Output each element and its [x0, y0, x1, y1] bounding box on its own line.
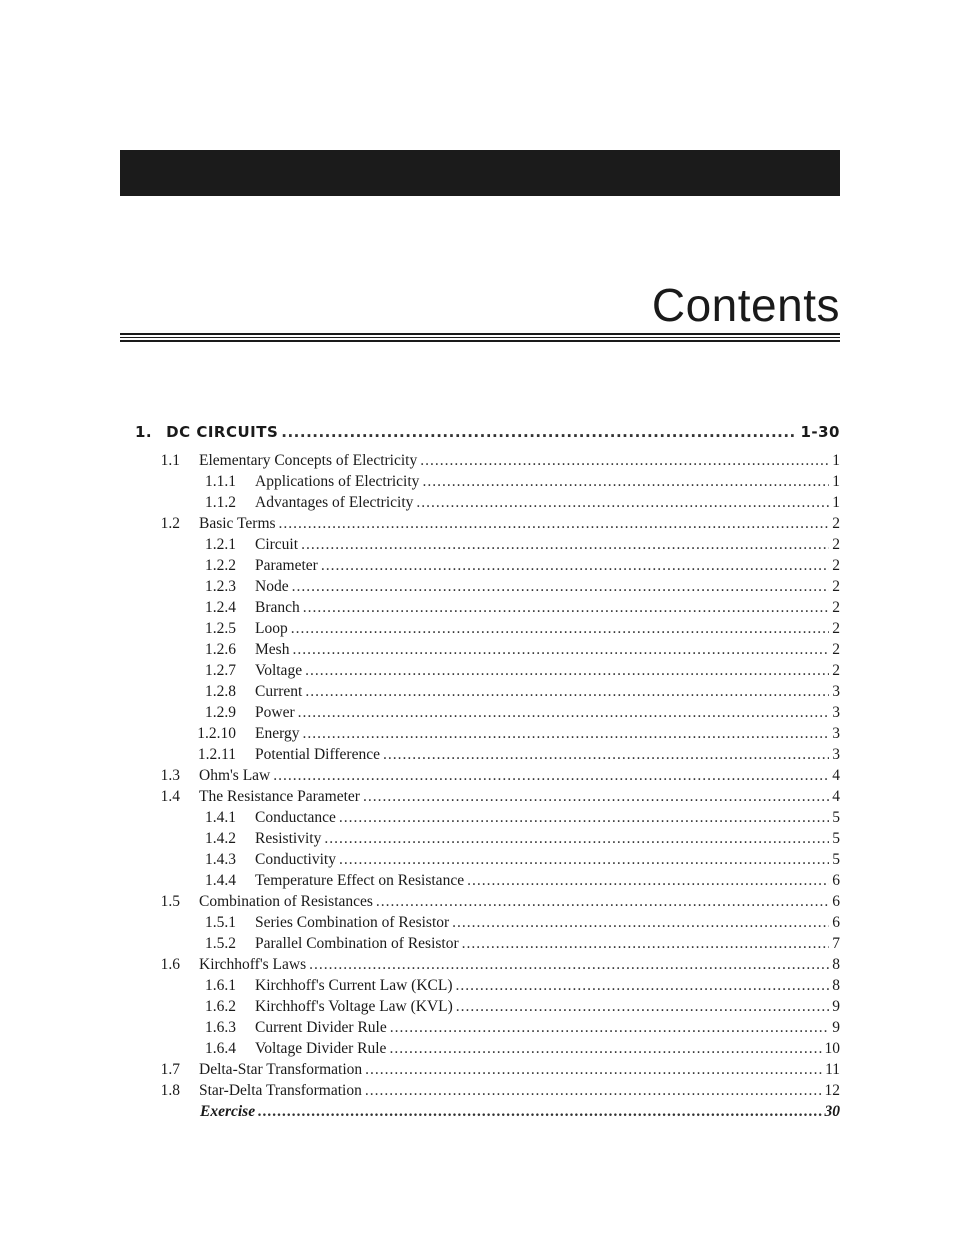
entry-page: 1 [832, 452, 840, 469]
entry-title: Loop [255, 620, 288, 637]
leader-dots [292, 577, 830, 597]
entry-page: 4 [832, 788, 840, 805]
toc-entry[interactable] [205, 934, 840, 954]
leader-dots [309, 955, 829, 975]
toc-entry[interactable] [160, 892, 840, 912]
entry-page: 6 [832, 872, 840, 889]
leader-dots [305, 682, 829, 702]
chapter-heading[interactable] [135, 422, 840, 442]
entry-title: Mesh [255, 641, 290, 658]
exercise-entry[interactable] [200, 1102, 840, 1122]
entry-number: 1.8 [160, 1082, 180, 1099]
entry-number: 1.1 [160, 452, 180, 469]
leader-dots [416, 493, 829, 513]
entry-number: 1.2.7 [205, 662, 236, 679]
toc-entry[interactable] [205, 1039, 840, 1059]
leader-dots [324, 829, 829, 849]
toc-entry[interactable] [205, 1018, 840, 1038]
entry-title: Kirchhoff's Current Law (KCL) [255, 977, 453, 994]
toc-entry[interactable] [205, 661, 840, 681]
entry-title: Conductance [255, 809, 336, 826]
entry-title: Combination of Resistances [199, 893, 373, 910]
leader-dots [339, 808, 829, 828]
entry-page: 2 [832, 536, 840, 553]
page-title: Contents [651, 279, 840, 331]
leader-dots [303, 598, 829, 618]
entry-title: The Resistance Parameter [199, 788, 360, 805]
entry-page: 1 [832, 494, 840, 511]
entry-number: 1.6 [160, 956, 180, 973]
entry-number: 1.2.6 [205, 641, 236, 658]
toc-entry[interactable] [205, 472, 840, 492]
entry-page: 3 [832, 725, 840, 742]
leader-dots [422, 472, 829, 492]
exercise-title: Exercise [200, 1103, 256, 1120]
entry-number: 1.2 [160, 515, 180, 532]
entry-number: 1.1.2 [205, 494, 236, 511]
entry-title: Kirchhoff's Voltage Law (KVL) [255, 998, 453, 1015]
entry-page: 5 [832, 809, 840, 826]
leader-dots [298, 703, 830, 723]
entry-page: 1 [832, 473, 840, 490]
toc-entry[interactable] [205, 619, 840, 639]
entry-title: Node [255, 578, 289, 595]
toc-entry[interactable] [160, 451, 840, 471]
leader-dots [305, 661, 829, 681]
entry-page: 2 [832, 515, 840, 532]
entry-number: 1.1.1 [205, 473, 236, 490]
entry-title: Potential Difference [255, 746, 380, 763]
entry-page: 2 [832, 641, 840, 658]
entry-page: 6 [832, 914, 840, 931]
entry-number: 1.2.9 [205, 704, 236, 721]
entry-number: 1.2.5 [205, 620, 236, 637]
entry-page: 6 [832, 893, 840, 910]
entry-number: 1.7 [160, 1061, 180, 1078]
leader-dots [389, 1039, 821, 1059]
entry-title: Elementary Concepts of Electricity [199, 452, 418, 469]
entry-number: 1.2.2 [205, 557, 236, 574]
header-bar [120, 150, 840, 196]
toc-entry[interactable] [205, 703, 840, 723]
entry-title: Series Combination of Resistor [255, 914, 450, 931]
leader-dots [365, 1060, 822, 1080]
leader-dots [291, 619, 830, 639]
leader-dots [376, 892, 829, 912]
entry-number: 1.4.1 [205, 809, 236, 826]
chapter-pages: 1-30 [800, 423, 840, 441]
entry-title: Voltage [255, 662, 303, 679]
toc-entry[interactable] [205, 598, 840, 618]
entry-page: 10 [824, 1040, 840, 1057]
leader-dots [462, 934, 830, 954]
entry-page: 4 [832, 767, 840, 784]
entry-number: 1.2.3 [205, 578, 236, 595]
entry-title: Voltage Divider Rule [255, 1040, 387, 1057]
toc-entry[interactable] [205, 577, 840, 597]
entry-title: Basic Terms [199, 515, 276, 532]
leader-dots [292, 640, 829, 660]
toc-entry[interactable] [205, 493, 840, 513]
toc-entry[interactable] [205, 976, 840, 996]
toc-entry[interactable] [205, 997, 840, 1017]
toc-entry[interactable] [197, 745, 840, 765]
toc-entry[interactable] [160, 1081, 840, 1101]
toc-entry[interactable] [160, 955, 840, 975]
toc-entry[interactable] [205, 682, 840, 702]
leader-dots [339, 850, 829, 870]
toc-entry[interactable] [197, 724, 840, 744]
leader-dots [420, 451, 829, 471]
entry-title: Current Divider Rule [255, 1019, 387, 1036]
leader-dots [279, 514, 830, 534]
entry-number: 1.4.4 [205, 872, 236, 889]
entry-title: Conductivity [255, 851, 336, 868]
entry-number: 1.4 [160, 788, 180, 805]
exercise-page: 30 [824, 1103, 840, 1120]
toc-entry[interactable] [205, 829, 840, 849]
entry-page: 3 [832, 683, 840, 700]
entry-title: Power [255, 704, 295, 721]
leader-dots [258, 1102, 821, 1122]
entry-number: 1.2.8 [205, 683, 236, 700]
toc-entry[interactable] [205, 556, 840, 576]
entry-title: Advantages of Electricity [255, 494, 414, 511]
entry-number: 1.5.2 [205, 935, 236, 952]
entry-title: Delta-Star Transformation [199, 1061, 363, 1078]
leader-dots [456, 997, 829, 1017]
entry-page: 2 [832, 578, 840, 595]
entry-page: 2 [832, 662, 840, 679]
title-rule [120, 337, 840, 338]
entry-page: 8 [832, 956, 840, 973]
entry-title: Parameter [255, 557, 318, 574]
leader-dots [383, 745, 829, 765]
toc-entry[interactable] [160, 514, 840, 534]
chapter-number: 1. [135, 423, 153, 441]
leader-dots [302, 724, 829, 744]
entry-title: Branch [255, 599, 300, 616]
entry-number: 1.6.1 [205, 977, 236, 994]
title-rule [120, 333, 840, 335]
entry-page: 2 [832, 620, 840, 637]
entry-number: 1.6.3 [205, 1019, 236, 1036]
entry-title: Parallel Combination of Resistor [255, 935, 459, 952]
chapter-title: DC CIRCUITS [166, 423, 279, 441]
toc-entry[interactable] [160, 787, 840, 807]
entry-page: 3 [832, 746, 840, 763]
toc-entry[interactable] [205, 871, 840, 891]
entry-number: 1.3 [160, 767, 180, 784]
entry-page: 8 [832, 977, 840, 994]
entry-title: Star-Delta Transformation [199, 1082, 362, 1099]
toc-entry[interactable] [205, 640, 840, 660]
entry-title: Current [255, 683, 303, 700]
entry-number: 1.4.3 [205, 851, 236, 868]
entry-title: Applications of Electricity [255, 473, 420, 490]
toc-entry[interactable] [160, 1060, 840, 1080]
entry-number: 1.2.1 [205, 536, 236, 553]
toc-entry[interactable] [160, 766, 840, 786]
leader-dots [390, 1018, 830, 1038]
entry-page: 2 [832, 557, 840, 574]
entry-page: 5 [832, 851, 840, 868]
entry-title: Ohm's Law [199, 767, 271, 784]
toc-entry[interactable] [205, 913, 840, 933]
toc-entry[interactable] [205, 535, 840, 555]
entry-number: 1.4.2 [205, 830, 236, 847]
entry-page: 11 [825, 1061, 840, 1078]
entry-page: 5 [832, 830, 840, 847]
leader-dots [363, 787, 829, 807]
entry-title: Circuit [255, 536, 299, 553]
entry-number: 1.2.11 [197, 746, 236, 763]
entry-page: 3 [832, 704, 840, 721]
leader-dots [456, 976, 830, 996]
entry-number: 1.5.1 [205, 914, 236, 931]
entry-title: Resistivity [255, 830, 322, 847]
toc-entry[interactable] [205, 850, 840, 870]
entry-page: 12 [824, 1082, 840, 1099]
leader-dots [452, 913, 829, 933]
toc-entry[interactable] [205, 808, 840, 828]
leader-dots [281, 422, 797, 442]
entry-title: Temperature Effect on Resistance [255, 872, 465, 889]
entry-title: Kirchhoff's Laws [199, 956, 307, 973]
entry-page: 9 [832, 998, 840, 1015]
entry-page: 9 [832, 1019, 840, 1036]
leader-dots [301, 535, 829, 555]
leader-dots [321, 556, 829, 576]
leader-dots [273, 766, 829, 786]
entry-title: Energy [255, 725, 300, 742]
entry-page: 2 [832, 599, 840, 616]
entry-number: 1.2.4 [205, 599, 236, 616]
entry-number: 1.6.4 [205, 1040, 236, 1057]
entry-page: 7 [832, 935, 840, 952]
entry-number: 1.5 [160, 893, 180, 910]
entry-number: 1.6.2 [205, 998, 236, 1015]
title-rule [120, 340, 840, 342]
entry-number: 1.2.10 [197, 725, 236, 742]
leader-dots [467, 871, 829, 891]
leader-dots [365, 1081, 822, 1101]
